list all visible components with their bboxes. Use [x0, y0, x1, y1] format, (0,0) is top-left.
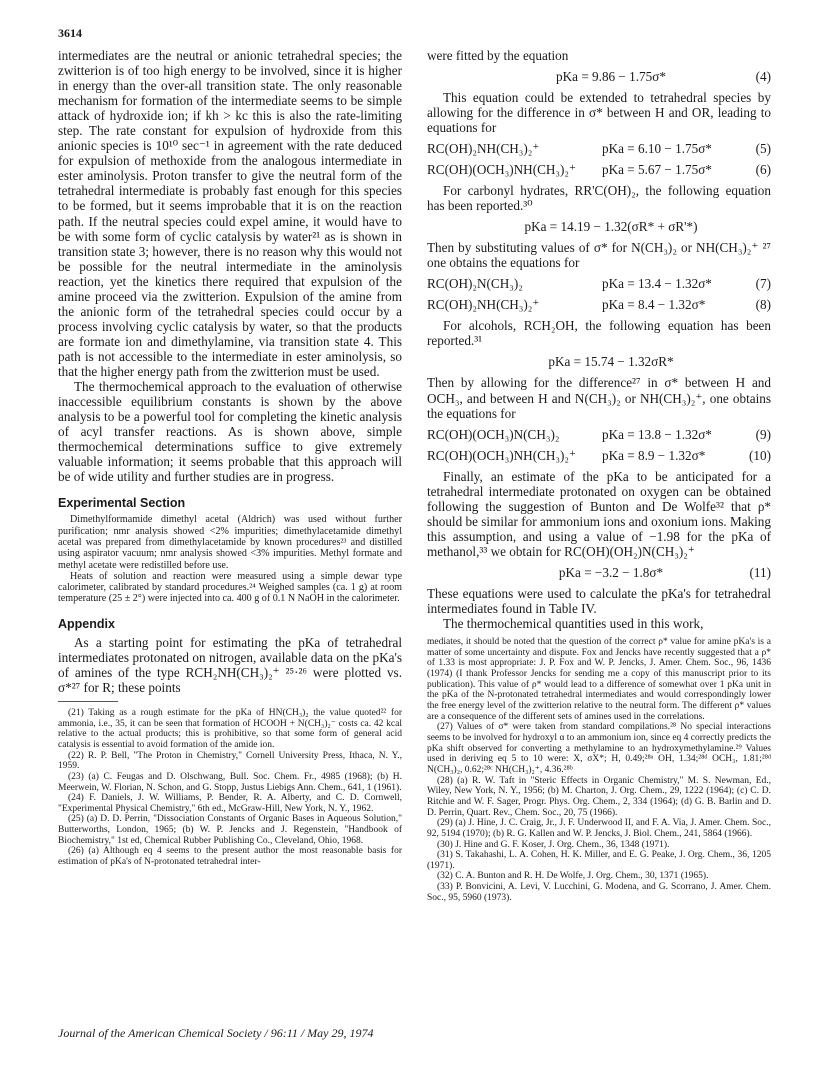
footnote-divider [58, 701, 118, 702]
equation-number: (9) [755, 426, 771, 442]
equation-number: (10) [749, 447, 771, 463]
footnote: (26) (a) Although eq 4 seems to the present author the most reasonable basis for estimation of pKa's of N-protonated tetrahedral inter- [58, 846, 402, 868]
equation-10 [427, 448, 771, 463]
section-heading-appendix: Appendix [58, 616, 115, 631]
footnote: (25) (a) D. D. Perrin, "Dissociation Constants of Organic Bases in Aqueous Solution," Butterworths, London, 1965; (b) W. P. Jencks and J. Regenstein, "Handbook of Biochemistry," 1st ed, Chemical Rubber Publishing Co., Cleveland, Ohio, 1968. [58, 814, 402, 846]
equation-number: (4) [755, 69, 771, 85]
equation-11 [427, 565, 771, 580]
footnote: (27) Values of σ* were taken from standard compilations.²⁸ No special interactions seems to be involved for hydroxyl α to an ammonium ion, since eq 4 correctly predicts the pKa shift observed for converting a methylamine to an hydroxymethylamine.²⁹ Values used in deriving eq 5 to 10 were: X, σX*; H, 0.49;²⁸ᵃ OH, 1.34;²⁸ᵈ OCH₃, 1.81;²⁸ᵈ N(CH₃)₂, 0.62;²⁸ᶜ NH(CH₃)₂⁺, 4.36.²⁸ᵇ [427, 722, 771, 775]
experimental-paragraph: Heats of solution and reaction were measured using a simple dewar type calorimeter, calibrated by standard procedures.²⁴ Weighed samples (ca. 1 g) at room temperature (25 ± 2°) were injected into ca. 400 g of 0.1 N NaOH in the calorimeter. [58, 570, 402, 605]
equation-alcohols [427, 354, 771, 369]
body-paragraph: intermediates are the neutral or anionic tetrahedral species; the zwitterion is of too high energy to be involved, since it is higher in energy than the over-all transition state. The only reasonable mechanism for formation of the intermediate seems to be simple attack of hydroxide ion; if kh > kc this is also the rate-limiting step. The rate constant for expulsion of hydroxide from this anionic species is 10¹⁰ sec⁻¹ in agreement with the rate deduced for expulsion of methoxide from the analogous intermediate in ester aminolysis. Proton transfer to give the neutral form of the tetrahedral intermediate is probably fast enough for this species to be formed, but it seems improbable that it is on the reaction path. If the neutral species could expel amine, it would have to be with some form of cyclic catalysis by water²¹ as is shown in transition state 3; however, there is no reason why this would not be possible for the neutral intermediate in the aminolysis reaction, yet the kinetics there required that expulsion of the amine proceed via the zwitterion. Expulsion of the amine from the anionic form of the tetrahedral species could occur by a process involving cyclic catalysis by water, so that the products are formate ion and dimethylamine, via transition state 4. This path is not accessible to the intermediate in ester aminolysis, so that the higher energy path from the zwitterion must be used. [58, 48, 402, 379]
body-paragraph: Then by substituting values of σ* for N(CH₃)₂ or NH(CH₃)₂⁺ ²⁷ one obtains the equations for [427, 240, 771, 271]
equation-9 [427, 427, 771, 442]
equation-7 [427, 276, 771, 291]
equation-species: RC(OH)₂NH(CH₃)₂⁺ [427, 141, 540, 157]
equation-text: pKa = 9.86 − 1.75σ* [556, 69, 666, 85]
body-paragraph: For carbonyl hydrates, RR'C(OH)₂, the following equation has been reported.³⁰ [427, 183, 771, 214]
equation-text: pKa = 5.67 − 1.75σ* [602, 162, 712, 178]
footnote: (21) Taking as a rough estimate for the pKa of HN(CH₃)₂ the value quoted²² for ammonia, i.e., 35, it can be seen that formation of HCOOH + N(CH₃)₂⁻ costs ca. 42 kcal relative to the actual products; this is prohibitive, so that some form of general acid catalysis is essential to avoid formation of the amide ion. [58, 707, 402, 750]
section-heading-experimental: Experimental Section [58, 496, 186, 511]
equation-8 [427, 297, 771, 312]
equation-text: pKa = −3.2 − 1.8σ* [558, 564, 664, 580]
footnote: (23) (a) C. Feugas and D. Olschwang, Bull. Soc. Chem. Fr., 4985 (1968); (b) H. Meerwein, W. Florian, N. Schon, and G. Stopp, Justus Liebigs Ann. Chem., 641, 1 (1961). [58, 771, 402, 793]
body-paragraph: Then by allowing for the difference²⁷ in σ* between H and OCH₃, and between H and N(CH₃)₂ or NH(CH₃)₂⁺, one obtains the equations for [427, 375, 771, 421]
footnotes-right [427, 637, 771, 903]
equation-text: pKa = 8.4 − 1.32σ* [602, 297, 706, 313]
equation-species: RC(OH)(OCH₃)NH(CH₃)₂⁺ [427, 162, 576, 178]
footnote: (22) R. P. Bell, "The Proton in Chemistry," Cornell University Press, Ithaca, N. Y., 1959. [58, 750, 402, 772]
left-column [58, 48, 402, 868]
equation-text: pKa = 8.9 − 1.32σ* [602, 447, 706, 463]
journal-footer: Journal of the American Chemical Society / 96:11 / May 29, 1974 [58, 1026, 374, 1040]
body-paragraph: were fitted by the equation [427, 48, 569, 63]
footnote: (24) F. Daniels, J. W. Williams, P. Bender, R. A. Alberty, and C. D. Cornwell, "Experimental Physical Chemistry," 6th ed., McGraw-Hill, New York, N. Y., 1962. [58, 793, 402, 814]
equation-species: RC(OH)₂N(CH₃)₂ [427, 276, 523, 292]
body-paragraph: Finally, an estimate of the pKa to be anticipated for a tetrahedral intermediate protonated on oxygen can be obtained following the suggestion of Bunton and De Wolfe³² that ρ* should be similar for ammonium ions and oxonium ions. Making this assumption, and using a value of −1.98 for the pKa of methanol,³³ we obtain for RC(OH)(OH₂)N(CH₃)₂⁺ [427, 468, 771, 559]
equation-text: pKa = 14.19 − 1.32(σR* + σR'*) [524, 219, 698, 235]
footnote: (29) (a) J. Hine, J. C. Craig, Jr., J. F. Underwood II, and F. A. Via, J. Amer. Chem. Soc., 92, 5194 (1970); (b) R. G. Kallen and W. P. Jencks, J. Biol. Chem., 241, 5864 (1966). [427, 818, 771, 839]
equation-text: pKa = 13.4 − 1.32σ* [602, 276, 712, 292]
body-paragraph: These equations were used to calculate the pKa's for tetrahedral intermediates found in Table IV. [427, 585, 771, 616]
page-number: 3614 [58, 26, 82, 40]
equation-text: pKa = 6.10 − 1.75σ* [602, 141, 712, 157]
equation-species: RC(OH)(OCH₃)N(CH₃)₂ [427, 426, 560, 442]
footnote: (31) S. Takahashi, L. A. Cohen, H. K. Miller, and E. G. Peake, J. Org. Chem., 36, 1205 (1971). [427, 850, 771, 871]
equation-species: RC(OH)(OCH₃)NH(CH₃)₂⁺ [427, 447, 576, 463]
equation-text: pKa = 15.74 − 1.32σR* [548, 354, 674, 370]
footnote: (30) J. Hine and G. F. Koser, J. Org. Chem., 36, 1348 (1971). [437, 839, 670, 850]
body-paragraph: The thermochemical approach to the evaluation of otherwise inaccessible equilibrium constants is shown by the above analysis to be a powerful tool for completing the kinetic analysis of acyl transfer reactions. As is shown above, simple thermochemical determinations suffice to give extremely valuable information; it seems probable that this approach will be of wide utility and further studies are in progress. [58, 379, 402, 485]
equation-6 [427, 162, 771, 177]
experimental-paragraph: Dimethylformamide dimethyl acetal (Aldrich) was used without further purification; nmr analysis showed <2% impurities; dimethylacetamide dimethyl acetal was prepared from dimethylacetamide by known procedures²³ and distilled using aspirator vacuum; nmr analysis showed <3% impurities. Methyl formate and methyl acetate were redistilled before use. [58, 514, 402, 571]
body-paragraph: The thermochemical quantities used in this work, [443, 615, 704, 631]
equation-5 [427, 141, 771, 156]
equation-number: (11) [749, 564, 771, 580]
appendix-paragraph: As a starting point for estimating the pKa of tetrahedral intermediates protonated on nitrogen, available data on the pKa's of amines of the type RCH₂NH(CH₃)₂⁺ ²⁵·²⁶ were plotted vs. σ*²⁷ for R; these points [58, 634, 402, 695]
equation-number: (7) [755, 276, 771, 292]
equation-species: RC(OH)₂NH(CH₃)₂⁺ [427, 297, 540, 313]
body-paragraph: For alcohols, RCH₂OH, the following equation has been reported.³¹ [427, 318, 771, 349]
equation-text: pKa = 13.8 − 1.32σ* [602, 426, 712, 442]
footnote: (33) P. Bonvicini, A. Levi, V. Lucchini, G. Modena, and G. Scorrano, J. Amer. Chem. Soc., 95, 5960 (1973). [427, 882, 771, 903]
equation-4 [427, 69, 771, 84]
equation-number: (6) [755, 162, 771, 178]
footnote-continuation: mediates, it should be noted that the question of the correct ρ* value for amine pKa's is a matter of some uncertainty and dispute. Fox and Jencks have recently suggested that a ρ* of 1.33 is most appropriate: J. P. Fox and W. P. Jencks, J. Amer. Chem. Soc., 96, 1436 (1974) (I thank Professor Jencks for sending me a copy of this manuscript prior to its publication). This value of ρ* would lead to a difference of somewhat over 1 pKa unit in the pKa of the N-protonated tetrahedral intermediates and would correspondingly lower the free energy level of the zwitterion relative to the neutral form. The different ρ* values are a consequence of the different sets of amines used in the correlations. [427, 637, 771, 722]
equation-number: (8) [755, 297, 771, 313]
body-paragraph: This equation could be extended to tetrahedral species by allowing for the difference in σ* between H and OR, leading to equations for [427, 90, 771, 136]
equation-number: (5) [755, 141, 771, 157]
right-column [427, 48, 771, 903]
equation-hydrates [427, 219, 771, 234]
footnote: (28) (a) R. W. Taft in "Steric Effects in Organic Chemistry," M. S. Newman, Ed., Wiley, New York, N. Y., 1956; (b) M. Charton, J. Org. Chem., 29, 1222 (1964); (c) C. D. Ritchie and W. F. Sager, Progr. Phys. Org. Chem., 2, 334 (1964); (d) G. B. Barlin and D. D. Perrin, Quart. Rev., Chem. Soc., 20, 75 (1966). [427, 775, 771, 818]
footnotes-left [58, 708, 402, 868]
footnote: (32) C. A. Bunton and R. H. De Wolfe, J. Org. Chem., 30, 1371 (1965). [437, 871, 709, 882]
